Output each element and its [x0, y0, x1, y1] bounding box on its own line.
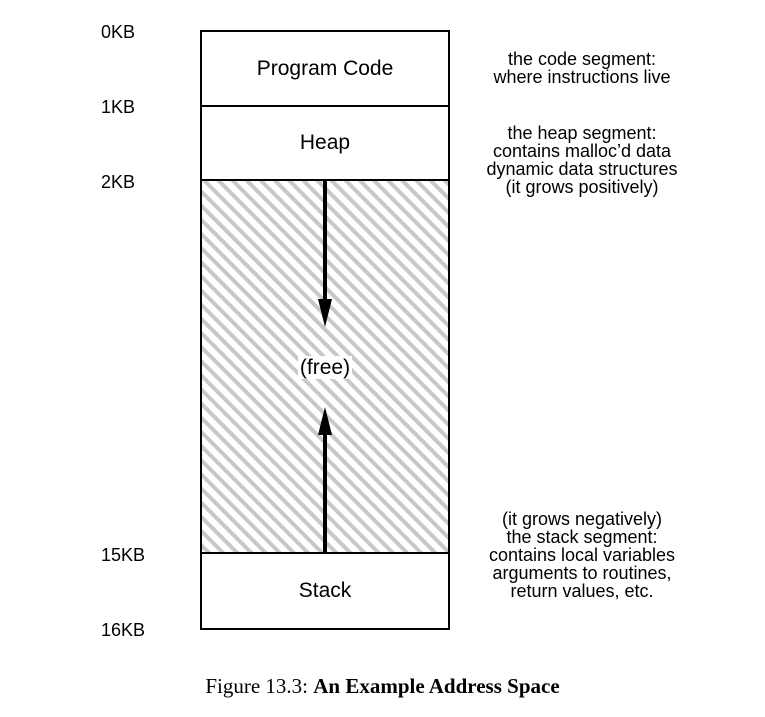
- stack-segment-note: [450, 510, 714, 600]
- free-label: (free): [299, 356, 351, 379]
- code-segment-box: [200, 30, 450, 107]
- heap-segment-note: [450, 124, 714, 196]
- address-label-0kb: 0KB: [101, 22, 136, 42]
- address-label-16kb: 16KB: [101, 620, 146, 640]
- note-line: (it grows negatively): [501, 509, 663, 529]
- address-label-15kb: 15KB: [101, 545, 146, 565]
- code-segment-note: [450, 50, 714, 86]
- note-line: the code segment:: [507, 49, 657, 69]
- note-line: where instructions live: [493, 67, 671, 87]
- stack-segment-box: [200, 552, 450, 630]
- note-line: return values, etc.: [510, 581, 654, 601]
- address-label-1kb: 1KB: [101, 97, 136, 117]
- code-segment-label: Program Code: [256, 56, 394, 80]
- stack-segment-label: Stack: [298, 579, 352, 602]
- note-line: arguments to routines,: [492, 563, 672, 583]
- note-line: the stack segment:: [506, 527, 658, 547]
- caption-title: An Example Address Space: [313, 674, 560, 698]
- heap-segment-label: Heap: [299, 131, 351, 154]
- heap-segment-box: [200, 105, 450, 181]
- note-line: the heap segment:: [507, 123, 657, 143]
- note-line: contains local variables: [488, 545, 676, 565]
- caption-prefix: Figure 13.3:: [205, 674, 314, 698]
- note-line: dynamic data structures: [486, 159, 678, 179]
- note-line: contains malloc’d data: [492, 141, 672, 161]
- address-label-2kb: 2KB: [101, 172, 136, 192]
- figure-caption: [0, 674, 765, 699]
- note-line: (it grows positively): [505, 177, 659, 197]
